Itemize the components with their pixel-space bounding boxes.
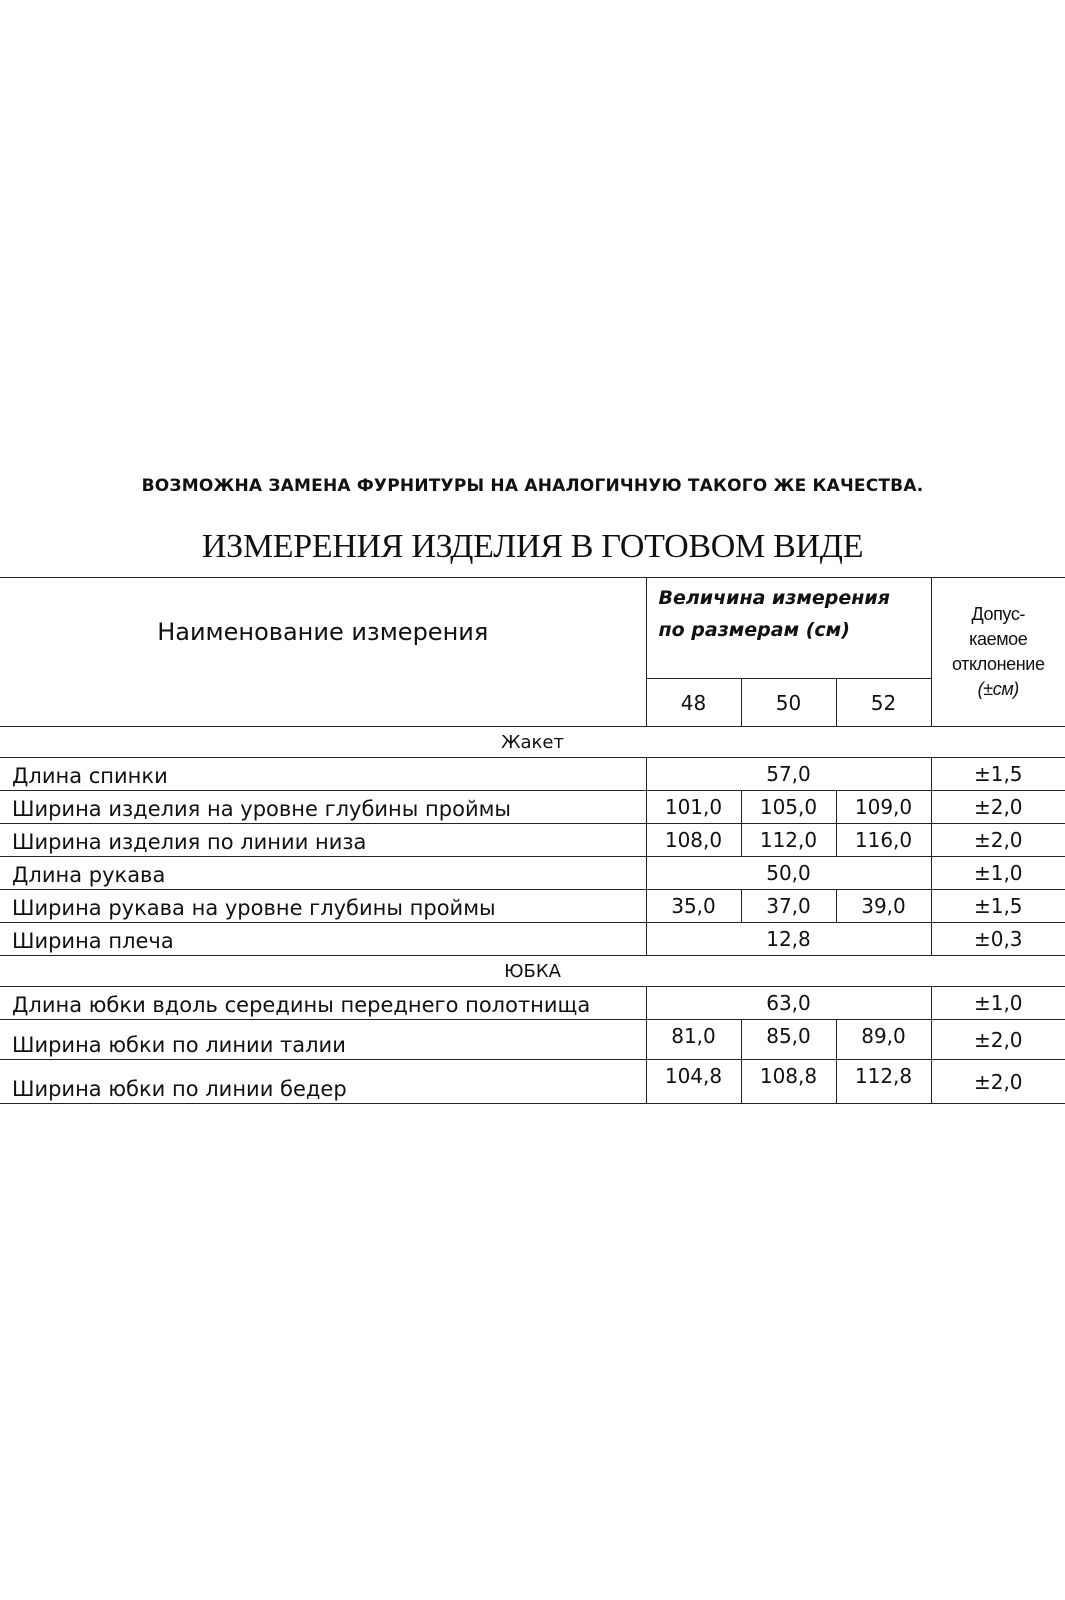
measurement-name: Ширина юбки по линии бедер — [0, 1060, 646, 1104]
measurement-name: Ширина юбки по линии талии — [0, 1020, 646, 1060]
measurement-tolerance: ±2,0 — [931, 824, 1065, 857]
table-row — [0, 890, 1065, 923]
section-row — [0, 727, 1065, 758]
measurement-value-52: 109,0 — [836, 791, 931, 824]
measurement-value: 50,0 — [646, 857, 931, 890]
table-row — [0, 824, 1065, 857]
measurement-name: Ширина изделия на уровне глубины проймы — [0, 791, 646, 824]
tolerance-unit: (±см) — [977, 679, 1019, 699]
measurement-name: Длина спинки — [0, 758, 646, 791]
measurement-name: Длина рукава — [0, 857, 646, 890]
measurement-value-50: 112,0 — [741, 824, 836, 857]
section-title-jacket: Жакет — [0, 727, 1065, 758]
measurement-tolerance: ±1,5 — [931, 758, 1065, 791]
measurement-value-48: 81,0 — [646, 1020, 741, 1060]
table-row — [0, 1060, 1065, 1104]
measurement-value-52: 89,0 — [836, 1020, 931, 1060]
size-50-header: 50 — [741, 679, 836, 727]
measurement-tolerance: ±2,0 — [931, 1060, 1065, 1104]
measurement-tolerance: ±2,0 — [931, 1020, 1065, 1060]
measurement-value-52: 39,0 — [836, 890, 931, 923]
measurement-value: 12,8 — [646, 923, 931, 956]
measurement-name: Длина юбки вдоль середины переднего полотнища — [0, 987, 646, 1020]
section-title-skirt: ЮБКА — [0, 956, 1065, 987]
measurement-value-52: 112,8 — [836, 1060, 931, 1104]
measurement-value: 57,0 — [646, 758, 931, 791]
measurement-name: Ширина изделия по линии низа — [0, 824, 646, 857]
table-row — [0, 758, 1065, 791]
measurement-value-48: 35,0 — [646, 890, 741, 923]
measurement-value-48: 108,0 — [646, 824, 741, 857]
measurement-value-50: 108,8 — [741, 1060, 836, 1104]
table-header-row — [0, 578, 1065, 679]
measurement-value-48: 104,8 — [646, 1060, 741, 1104]
table-row — [0, 987, 1065, 1020]
table-row — [0, 1020, 1065, 1060]
measurement-tolerance: ±1,0 — [931, 857, 1065, 890]
measurement-name: Ширина рукава на уровне глубины проймы — [0, 890, 646, 923]
measurement-value-50: 85,0 — [741, 1020, 836, 1060]
tolerance-header-line: каемое — [969, 629, 1028, 649]
measurement-tolerance: ±2,0 — [931, 791, 1065, 824]
tolerance-header-line: отклонение — [951, 654, 1045, 674]
measurement-value-50: 37,0 — [741, 890, 836, 923]
measurement-value-50: 105,0 — [741, 791, 836, 824]
measurement-value-52: 116,0 — [836, 824, 931, 857]
measurement-value: 63,0 — [646, 987, 931, 1020]
measurement-tolerance: ±1,5 — [931, 890, 1065, 923]
size-values-header: Величина измерения по размерам (см) — [646, 578, 931, 679]
page-title: ИЗМЕРЕНИЯ ИЗДЕЛИЯ В ГОТОВОМ ВИДЕ — [201, 528, 864, 565]
table-row — [0, 923, 1065, 956]
size-48-header: 48 — [646, 679, 741, 727]
measurement-value-48: 101,0 — [646, 791, 741, 824]
hardware-notice: ВОЗМОЖНА ЗАМЕНА ФУРНИТУРЫ НА АНАЛОГИЧНУЮ ТАКОГО ЖЕ КАЧЕСТВА. — [141, 476, 924, 496]
measurement-name: Ширина плеча — [0, 923, 646, 956]
measurement-name-header: Наименование измерения — [0, 578, 646, 727]
tolerance-header-line: Допус- — [971, 604, 1026, 624]
table-row — [0, 791, 1065, 824]
measurement-tolerance: ±0,3 — [931, 923, 1065, 956]
section-row — [0, 956, 1065, 987]
tolerance-header — [931, 578, 1065, 727]
measurements-table — [0, 577, 1065, 1104]
table-row — [0, 857, 1065, 890]
measurement-tolerance: ±1,0 — [931, 987, 1065, 1020]
size-52-header: 52 — [836, 679, 931, 727]
